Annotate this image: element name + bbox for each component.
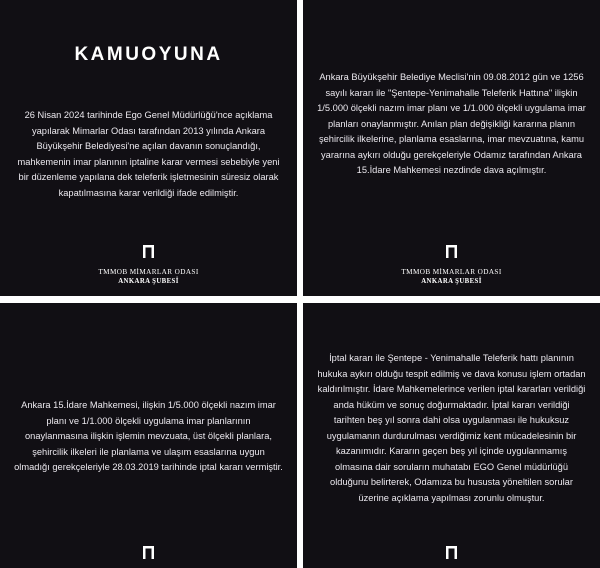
- logo-org-name: TMMOB MİMARLAR ODASI: [98, 268, 199, 276]
- tmmob-logo: [0, 244, 297, 286]
- panel-text: İptal kararı ile Şentepe - Yenimahalle Teleferik hattı planının hukuka aykırı olduğu tespit edilmiş ve dava konusu işlem ortadan kaldırılmıştır. İdare Mahkemelerince verilen iptal kararları verildiği anda hüküm ve sonuç doğurmaktadır. İptal kararı verildiği tarihten beş yıl sonra dahi olsa uygulanması ile hukuksuz uygulamanın durdurulması verdiğimiz kent mücadelesinin bir kazanımıdır. Kararın geçen beş yıl içinde uygulanmamış olmasına dair soruların muhatabı EGO Genel müdürlüğü olduğunu belirterek, Odamıza bu hususta yöneltilen sorular üzerine açıklama yapılması zorunlu olmuştur.: [317, 353, 586, 503]
- tmmob-logo-icon: [445, 244, 458, 259]
- logo-branch-name: ANKARA ŞUBESİ: [118, 278, 179, 285]
- panel-title: KAMUOYUNA: [74, 44, 223, 65]
- announcement-panel-2: [303, 0, 600, 296]
- panel-text: Ankara Büyükşehir Belediye Meclisi'nin 09.08.2012 gün ve 1256 sayılı kararı ile "Şentepe-Yenimahalle Teleferik Hattına" ilişkin 1/5.000 ölçekli nazım imar planı ve 1/1.000 ölçekli uygulama imar planları onaylanmıştır. Anılan plan değişikliği kararına planın şehircilik ilkelerine, planlama esaslarına, imar mevzuatına, kamu yararına aykırı olduğu gerekçeleriyle Odamız tarafından Ankara 15.İdare Mahkemesi nezdinde dava açılmıştır.: [317, 72, 586, 175]
- announcement-panel-3: [0, 303, 297, 568]
- announcement-panel-1: [0, 0, 297, 296]
- tmmob-logo-icon: [445, 545, 458, 560]
- tmmob-logo-icon: [142, 244, 155, 259]
- logo-org-name: TMMOB MİMARLAR ODASI: [401, 268, 502, 276]
- announcement-panel-4: [303, 303, 600, 568]
- panel-text: 26 Nisan 2024 tarihinde Ego Genel Müdürlüğü'nce açıklama yapılarak Mimarlar Odası tarafından 2013 yılında Ankara Büyükşehir Belediyesi'ne açılan davanın sonuçlandığı, mahkemenin imar planının iptaline karar vermesi sebebiyle yeni bir düzenleme yapılana dek teleferik işletmesinin süresiz olarak kapatılmasına karar verildiği ifade edilmiştir.: [17, 110, 280, 198]
- tmmob-logo: [303, 545, 600, 565]
- logo-branch-name: ANKARA ŞUBESİ: [421, 278, 482, 285]
- panel-text: Ankara 15.İdare Mahkemesi, ilişkin 1/5.000 ölçekli nazım imar planı ve 1/1.000 ölçekli uygulama imar planlarının onaylanmasına ilişkin işlemin mevzuata, üst ölçekli planlara, şehircilik ilkeleri ile planlama ve ulaşım esaslarına uygun olmadığı gerekçeleriyle 28.03.2019 tarihinde iptal kararı vermiştir.: [14, 400, 283, 472]
- tmmob-logo: [0, 545, 297, 565]
- tmmob-logo-icon: [142, 545, 155, 560]
- tmmob-logo: [303, 244, 600, 286]
